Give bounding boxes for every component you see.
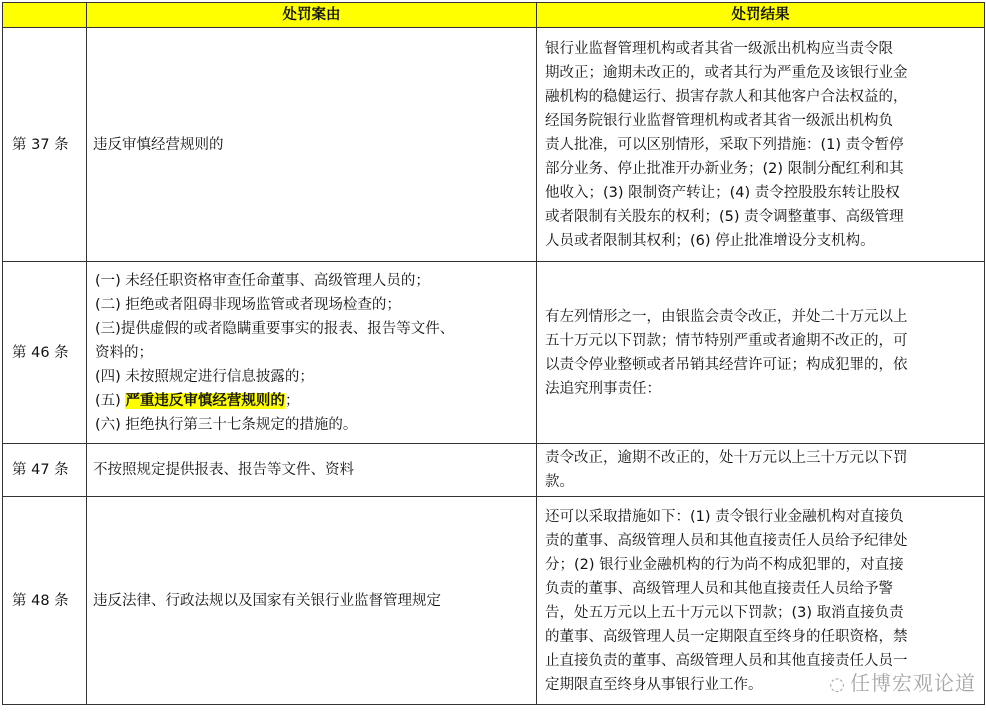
article-cell: 第 48 条 [3,497,87,705]
result-line: 以责令停业整顿或者吊销其经营许可证；构成犯罪的，依 [545,356,908,373]
wechat-icon: ◌ [829,674,846,695]
watermark [829,667,976,696]
result-line: 责的董事、高级管理人员和其他直接责任人员给予纪律处 [545,532,908,549]
cause-line: 违反法律、行政法规以及国家有关银行业监督管理规定 [93,592,441,609]
table-row [3,262,985,444]
cause-cell [87,497,537,705]
cause-line: 违反审慎经营规则的 [93,136,224,153]
result-line: 有左列情形之一，由银监会责令改正，并处二十万元以上 [545,308,908,325]
cause-line: 资料的； [95,344,153,361]
cause-cell [87,444,537,497]
penalty-table [2,2,985,705]
result-line: 责人批准，可以区别情形，采取下列措施：(1) 责令暂停 [545,136,904,153]
article-cell: 第 47 条 [3,444,87,497]
result-line: 还可以采取措施如下：(1) 责令银行业金融机构对直接负 [545,508,904,525]
result-line: 经国务院银行业监督管理机构或者其省一级派出机构负 [545,112,893,129]
result-line: 款。 [545,474,574,490]
result-line: 分；(2) 银行业金融机构的行为尚不构成犯罪的，对直接 [545,556,904,573]
cause-line: (六) 拒绝执行第三十七条规定的措施的。 [95,416,358,433]
header-cause: 处罚案由 [87,3,537,28]
result-cell [537,444,985,497]
result-line: 的董事、高级管理人员一定期限直至终身的任职资格，禁 [545,628,908,645]
result-line: 融机构的稳健运行、损害存款人和其他客户合法权益的， [545,88,908,105]
cause-line: (三)提供虚假的或者隐瞒重要事实的报表、报告等文件、 [95,320,455,337]
result-line: 银行业监督管理机构或者其省一级派出机构应当责令限 [545,40,893,57]
cause-line: (四) 未按照规定进行信息披露的； [95,368,314,385]
cause-line: (一) 未经任职资格审查任命董事、高级管理人员的； [95,272,430,289]
result-line: 止直接负责的董事、高级管理人员和其他直接责任人员一 [545,652,908,669]
article-cell: 第 37 条 [3,28,87,262]
highlight-suffix: ； [284,392,300,409]
result-line: 告，处五万元以上五十万元以下罚款；(3) 取消直接负责 [545,604,904,621]
result-line: 他收入；(3) 限制资产转让；(4) 责令控股股东转让股权 [545,184,900,201]
result-line: 责令改正，逾期不改正的，处十万元以上三十万元以下罚 [545,450,908,466]
watermark-text: 任博宏观论道 [850,671,976,695]
cause-cell [87,28,537,262]
result-line: 负责的董事、高级管理人员和其他直接责任人员给予警 [545,580,893,597]
result-cell [537,262,985,444]
result-line: 定期限直至终身从事银行业工作。 [545,676,763,693]
cause-line-highlighted [95,389,530,413]
header-row [3,3,985,28]
cause-line: (二) 拒绝或者阻碍非现场监管或者现场检查的； [95,296,401,313]
article-cell: 第 46 条 [3,262,87,444]
result-cell [537,28,985,262]
highlighted-text: 严重违反审慎经营规则的 [125,392,285,409]
table-row [3,28,985,262]
result-line: 部分业务、停止批准开办新业务；(2) 限制分配红利和其 [545,160,904,177]
result-line: 或者限制有关股东的权利；(5) 责令调整董事、高级管理 [545,208,904,225]
header-article [3,3,87,28]
result-line: 期改正；逾期未改正的，或者其行为严重危及该银行业金 [545,64,908,81]
header-result: 处罚结果 [537,3,985,28]
cause-cell [87,262,537,444]
table-row [3,444,985,497]
result-line: 五十万元以下罚款；情节特别严重或者逾期不改正的，可 [545,332,908,349]
cause-line: 不按照规定提供报表、报告等文件、资料 [93,462,354,478]
result-line: 人员或者限制其权利；(6) 停止批准增设分支机构。 [545,232,875,249]
cause-prefix: (五) [95,392,121,409]
result-line: 法追究刑事责任： [545,380,661,397]
